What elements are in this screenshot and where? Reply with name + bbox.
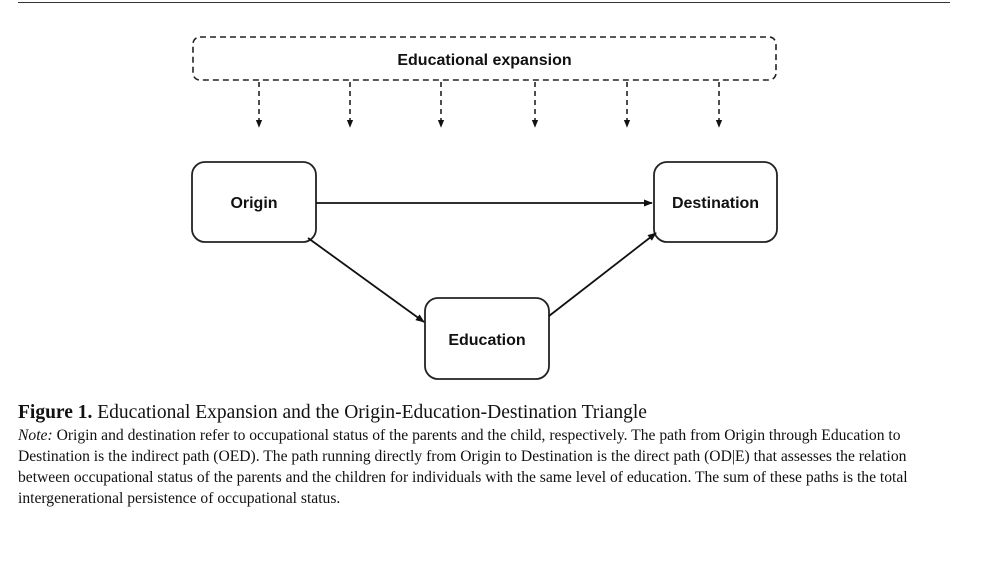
note-text: Origin and destination refer to occupational status of the parents and the child, respectively. The path from Origin through Education to Destination is the indirect path (OED). The path running directly from Origin to Destination is the direct path (OD|E) that assesses the relation between occupational status of the parents and the children for individuals with the same level of education. The sum of these paths is the total intergenerational persistence of occupational status. [18, 427, 908, 507]
destination-label: Destination [671, 195, 760, 212]
expansion-arrows [259, 82, 719, 127]
figure-note [18, 425, 958, 509]
destination-node [654, 162, 777, 242]
arrow-origin-to-education [308, 238, 424, 322]
figure-title [18, 400, 958, 425]
figure-label: Figure 1. [18, 402, 93, 423]
education-label: Education [448, 332, 526, 349]
origin-label: Origin [230, 195, 278, 212]
education-node [425, 298, 549, 379]
arrow-education-to-destination [549, 233, 656, 316]
educational-expansion-box [193, 37, 776, 80]
origin-node [192, 162, 316, 242]
note-label: Note: [18, 427, 53, 444]
figure-caption [18, 400, 958, 509]
figure-title-text: Educational Expansion and the Origin-Education-Destination Triangle [97, 402, 647, 423]
educational-expansion-label: Educational expansion [397, 52, 572, 69]
